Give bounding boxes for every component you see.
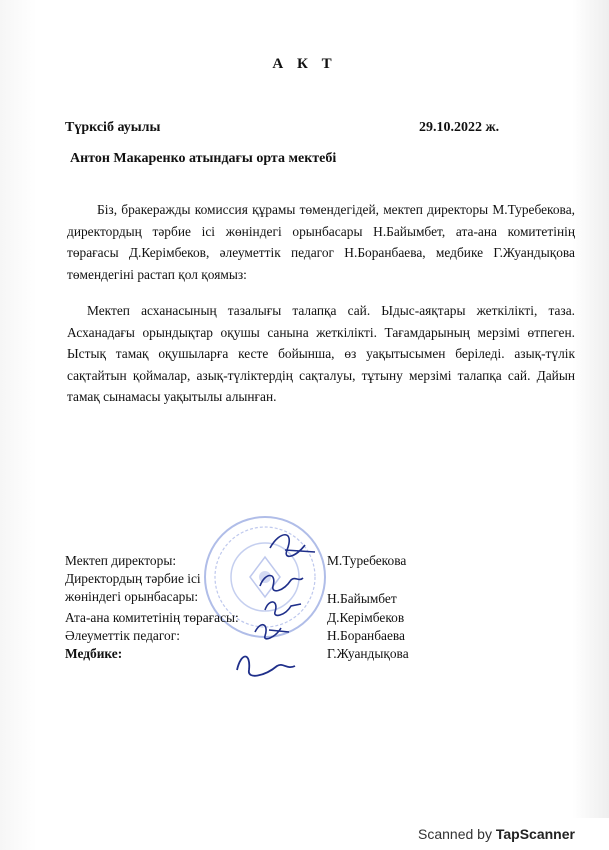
signatory-role: Мектеп директоры: — [65, 553, 177, 568]
signatures-icon — [225, 520, 335, 690]
signatory-name: Н.Байымбет — [327, 591, 397, 606]
signatory-role: Ата-ана комитетінің төрағасы: — [65, 610, 239, 625]
signatory-role: Директордың тәрбие ісі — [65, 571, 201, 586]
signatory-role: жөніндегі орынбасары: — [65, 589, 199, 604]
paragraph-commission: Біз, бракеражды комиссия құрамы төмендегідей, мектеп директоры М.Туребекова, директордың тәрбие ісі жөніндегі орынбасары Н.Байымбет, ата-ана комитетінің төрағасы Д.Керімбеков, әлеуметтік педагог Н.Боранбаева, медбике Г.Жуандықова төмендегіні растап қол қоямыз: — [67, 202, 575, 282]
paragraph-findings: Мектеп асханасының тазалығы талапқа сай. Ыдыс-аяқтары жеткілікті, таза. Асханадағы орындықтар оқушы санына жеткілікті. Тағамдарының мерзімі өтпеген. Ыстық тамақ оқушыларға кесте бойынша, өз уақытысымен беріледі. азық-түлік сақтайтын қоймалар, азық-түліктердің сақталуы, тұтыну мерзімі талапқа сай. Дайын тамақ сынамасы уақытылы алынған. — [67, 303, 575, 404]
scanner-brand: TapScanner — [495, 826, 575, 842]
scanner-watermark — [404, 818, 609, 850]
signatory-role: Медбике: — [65, 646, 123, 661]
signatory-role: Әлеуметтік педагог: — [65, 628, 180, 643]
signatory-name: Г.Жуандықова — [327, 646, 409, 661]
scanner-prefix: Scanned by — [418, 826, 492, 842]
document-place: Түрксіб ауылы — [65, 120, 161, 135]
document-date: 29.10.2022 ж. — [419, 120, 500, 135]
school-name: Антон Макаренко атындағы орта мектебі — [70, 151, 337, 166]
signatory-name: М.Туребекова — [327, 553, 407, 568]
document-title: А К Т — [272, 56, 337, 72]
signatory-name: Д.Керімбеков — [327, 610, 405, 625]
signatory-name: Н.Боранбаева — [327, 628, 405, 643]
